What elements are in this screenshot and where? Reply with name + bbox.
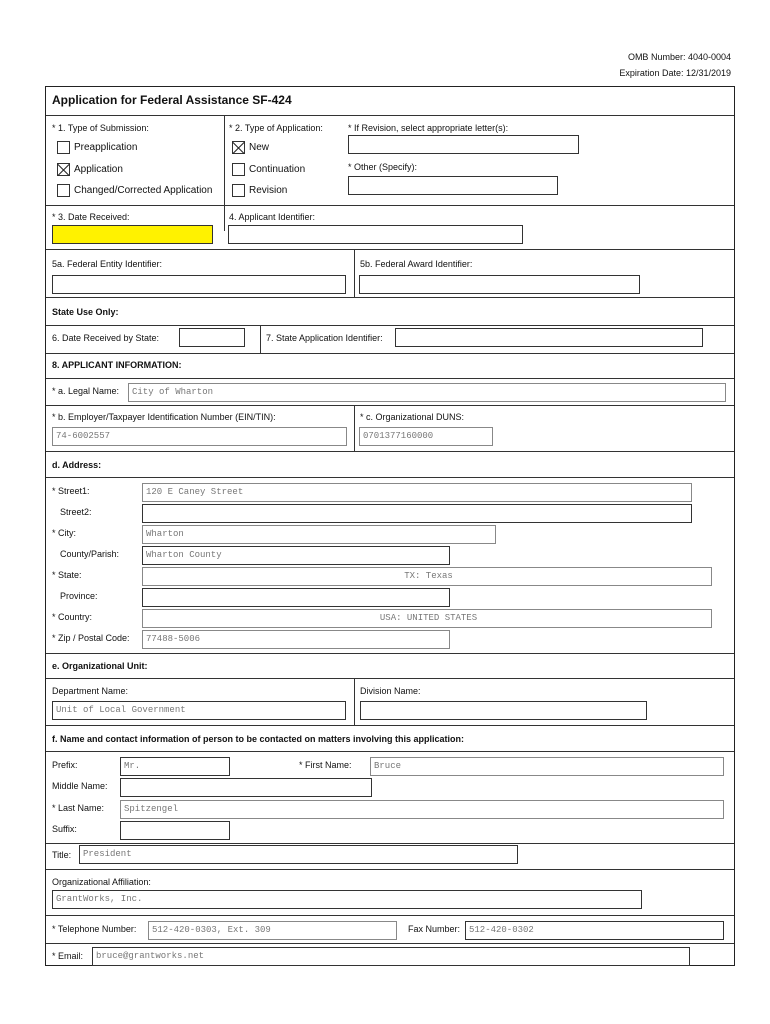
sf424-form — [45, 86, 735, 966]
title-input[interactable]: President — [79, 845, 518, 864]
contact-heading: f. Name and contact information of person to be contacted on matters involving this application: — [52, 734, 465, 744]
date-received-input[interactable] — [52, 225, 213, 244]
first-name-label: * First Name: — [299, 760, 352, 770]
affiliation-label: Organizational Affiliation: — [52, 877, 151, 887]
legal-name-input[interactable]: City of Wharton — [128, 383, 726, 402]
legal-name-label: * a. Legal Name: — [52, 386, 120, 396]
revision-checkbox[interactable] — [232, 184, 245, 197]
other-specify-input[interactable] — [348, 176, 558, 195]
date-by-state-input[interactable] — [179, 328, 245, 347]
duns-label: * c. Organizational DUNS: — [360, 412, 465, 422]
omb-number: OMB Number: 4040-0004 — [627, 52, 731, 62]
federal-entity-label: 5a. Federal Entity Identifier: — [52, 259, 163, 269]
state-use-heading: State Use Only: — [52, 307, 119, 317]
date-by-state-label: 6. Date Received by State: — [52, 333, 160, 343]
middle-name-label: Middle Name: — [52, 781, 108, 791]
zip-label: * Zip / Postal Code: — [52, 633, 130, 643]
suffix-label: Suffix: — [52, 824, 77, 834]
county-label: County/Parish: — [60, 549, 120, 559]
continuation-checkbox[interactable] — [232, 163, 245, 176]
telephone-input[interactable]: 512-420-0303, Ext. 309 — [148, 921, 397, 940]
state-app-id-label: 7. State Application Identifier: — [266, 333, 383, 343]
department-input[interactable]: Unit of Local Government — [52, 701, 346, 720]
county-input[interactable]: Wharton County — [142, 546, 450, 565]
preapplication-checkbox[interactable] — [57, 141, 70, 154]
application-checkbox[interactable] — [57, 163, 70, 176]
prefix-label: Prefix: — [52, 760, 78, 770]
date-received-label: * 3. Date Received: — [52, 212, 130, 222]
continuation-label: Continuation — [249, 164, 306, 175]
applicant-info-heading: 8. APPLICANT INFORMATION: — [52, 360, 182, 370]
street2-label: Street2: — [60, 507, 92, 517]
department-label: Department Name: — [52, 686, 129, 696]
email-label: * Email: — [52, 951, 84, 961]
revision-letter-label: * If Revision, select appropriate letter(s): — [348, 123, 509, 133]
last-name-input[interactable]: Spitzengel — [120, 800, 724, 819]
new-label: New — [249, 142, 270, 153]
new-checkbox[interactable] — [232, 141, 245, 154]
org-unit-heading: e. Organizational Unit: — [52, 661, 148, 671]
province-label: Province: — [60, 591, 98, 601]
ein-input[interactable]: 74-6002557 — [52, 427, 347, 446]
city-input[interactable]: Wharton — [142, 525, 496, 544]
prefix-input[interactable]: Mr. — [120, 757, 230, 776]
last-name-label: * Last Name: — [52, 803, 105, 813]
application-label: Application — [74, 164, 123, 175]
changed-corrected-label: Changed/Corrected Application — [74, 185, 213, 196]
applicant-identifier-input[interactable] — [228, 225, 523, 244]
street2-input[interactable] — [142, 504, 692, 523]
revision-label: Revision — [249, 185, 288, 196]
federal-award-label: 5b. Federal Award Identifier: — [360, 259, 473, 269]
state-label: * State: — [52, 570, 82, 580]
email-input[interactable]: bruce@grantworks.net — [92, 947, 690, 966]
form-title: Application for Federal Assistance SF-424 — [52, 93, 292, 107]
street1-input[interactable]: 120 E Caney Street — [142, 483, 692, 502]
fax-input[interactable]: 512-420-0302 — [465, 921, 724, 940]
other-specify-label: * Other (Specify): — [348, 162, 418, 172]
state-select[interactable]: TX: Texas — [142, 567, 712, 586]
middle-name-input[interactable] — [120, 778, 372, 797]
country-select[interactable]: USA: UNITED STATES — [142, 609, 712, 628]
first-name-input[interactable]: Bruce — [370, 757, 724, 776]
suffix-input[interactable] — [120, 821, 230, 840]
division-label: Division Name: — [360, 686, 421, 696]
telephone-label: * Telephone Number: — [52, 924, 137, 934]
ein-label: * b. Employer/Taxpayer Identification Number (EIN/TIN): — [52, 412, 276, 422]
street1-label: * Street1: — [52, 486, 90, 496]
applicant-identifier-label: 4. Applicant Identifier: — [229, 212, 316, 222]
preapplication-label: Preapplication — [74, 142, 138, 153]
changed-corrected-checkbox[interactable] — [57, 184, 70, 197]
affiliation-input[interactable]: GrantWorks, Inc. — [52, 890, 642, 909]
application-type-label: * 2. Type of Application: — [229, 123, 323, 133]
expiration-date: Expiration Date: 12/31/2019 — [619, 68, 731, 78]
zip-input[interactable]: 77488-5006 — [142, 630, 450, 649]
fax-label: Fax Number: — [408, 924, 461, 934]
province-input[interactable] — [142, 588, 450, 607]
submission-type-label: * 1. Type of Submission: — [52, 123, 149, 133]
country-label: * Country: — [52, 612, 93, 622]
revision-letter-input[interactable] — [348, 135, 579, 154]
federal-award-input[interactable] — [359, 275, 640, 294]
state-app-id-input[interactable] — [395, 328, 703, 347]
division-input[interactable] — [360, 701, 647, 720]
city-label: * City: — [52, 528, 77, 538]
address-heading: d. Address: — [52, 460, 102, 470]
federal-entity-input[interactable] — [52, 275, 346, 294]
duns-input[interactable]: 0701377160000 — [359, 427, 493, 446]
title-label: Title: — [52, 850, 72, 860]
